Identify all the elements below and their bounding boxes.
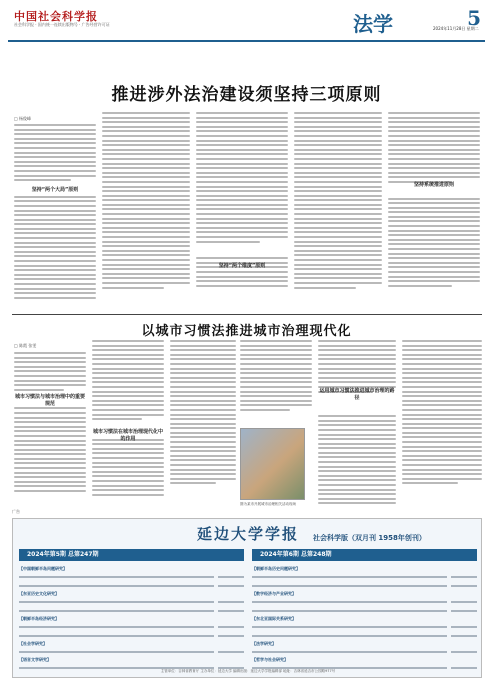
page-masthead — [8, 6, 485, 40]
journal-footer: 主管单位：吉林省教育厅 主办单位：延边大学 编辑出版：延边大学学报编辑部 地址：吉林省延吉市公园路977号 — [160, 669, 336, 673]
article1-column-5 — [388, 112, 480, 312]
newspaper-logo: 中国社会科学报 — [14, 10, 98, 23]
toc-category: 【哲学与社会研究】 — [252, 657, 288, 662]
article1-byline: □ 杨俊峰 — [14, 116, 32, 121]
issue-5-toc — [19, 565, 244, 672]
issue-5-label: 2024年第5期 总第247期 — [19, 549, 244, 561]
article2-photo-caption: 图为某市开展城市治理相关活动现场 — [240, 502, 296, 506]
article2-column-4 — [240, 340, 312, 424]
article2-byline: □ 陈霞 张雯 — [14, 343, 37, 348]
article1-subhead-2: 坚持“两个维度”原则 — [218, 263, 266, 269]
toc-category: 【朝鲜半岛历史问题研究】 — [252, 566, 300, 571]
article2-column-5 — [318, 340, 396, 504]
article2-column-3 — [170, 340, 236, 504]
article2-column-2 — [92, 340, 164, 504]
article-divider — [12, 314, 482, 315]
article2-headline: 以城市习惯法推进城市治理现代化 — [141, 324, 352, 339]
toc-category: 【社会学研究】 — [19, 641, 47, 646]
toc-category: 【中国朝鲜半岛问题研究】 — [19, 566, 67, 571]
issue-date: 2024年11月28日 星期二 — [433, 26, 479, 31]
issue-6-toc — [252, 565, 477, 672]
toc-category: 【数字经济与产业研究】 — [252, 591, 296, 596]
article1-column-2 — [102, 112, 190, 312]
toc-category: 【朝鲜半岛经济研究】 — [19, 616, 59, 621]
page-number: 5 — [467, 6, 481, 30]
toc-category: 【东亚历史文化研究】 — [19, 591, 59, 596]
ad-label: 广告 — [12, 509, 20, 514]
masthead-info: 社会科学报 · 国内统一连续出版物号 · 广告经营许可证 — [14, 22, 110, 27]
masthead-rule — [8, 40, 485, 42]
toc-category: 【东北亚国际关系研究】 — [252, 616, 296, 621]
issue-6-label: 2024年第6期 总第248期 — [252, 549, 477, 561]
toc-category: 【法学研究】 — [252, 641, 276, 646]
article2-subhead-1: 城市习惯法与城市治理中的重要规范 — [14, 394, 85, 407]
article2-photo — [240, 428, 305, 500]
article1-subhead-1: 坚持“两个大局”原则 — [31, 187, 79, 193]
journal-ad — [12, 518, 482, 678]
journal-subtitle: 社会科学版（双月刊 1958年创刊） — [313, 534, 426, 542]
article1-column-4 — [294, 112, 382, 312]
article1-column-3 — [196, 112, 288, 312]
journal-title: 延边大学学报 — [196, 525, 299, 543]
article1-subhead-3: 坚持系统推进原则 — [413, 182, 454, 188]
toc-category: 【语言文学研究】 — [19, 657, 51, 662]
article2-column-6 — [402, 340, 482, 504]
article1-column-1 — [14, 124, 96, 312]
article2-subhead-3: 运用城市习惯法推进城市治理的路径 — [319, 388, 395, 401]
article2-subhead-2: 城市习惯法在城市治理现代化中的作用 — [92, 429, 163, 442]
article1-headline: 推进涉外法治建设须坚持三项原则 — [111, 85, 382, 105]
article2-column-1 — [14, 352, 86, 504]
section-title: 法学 — [353, 12, 393, 36]
